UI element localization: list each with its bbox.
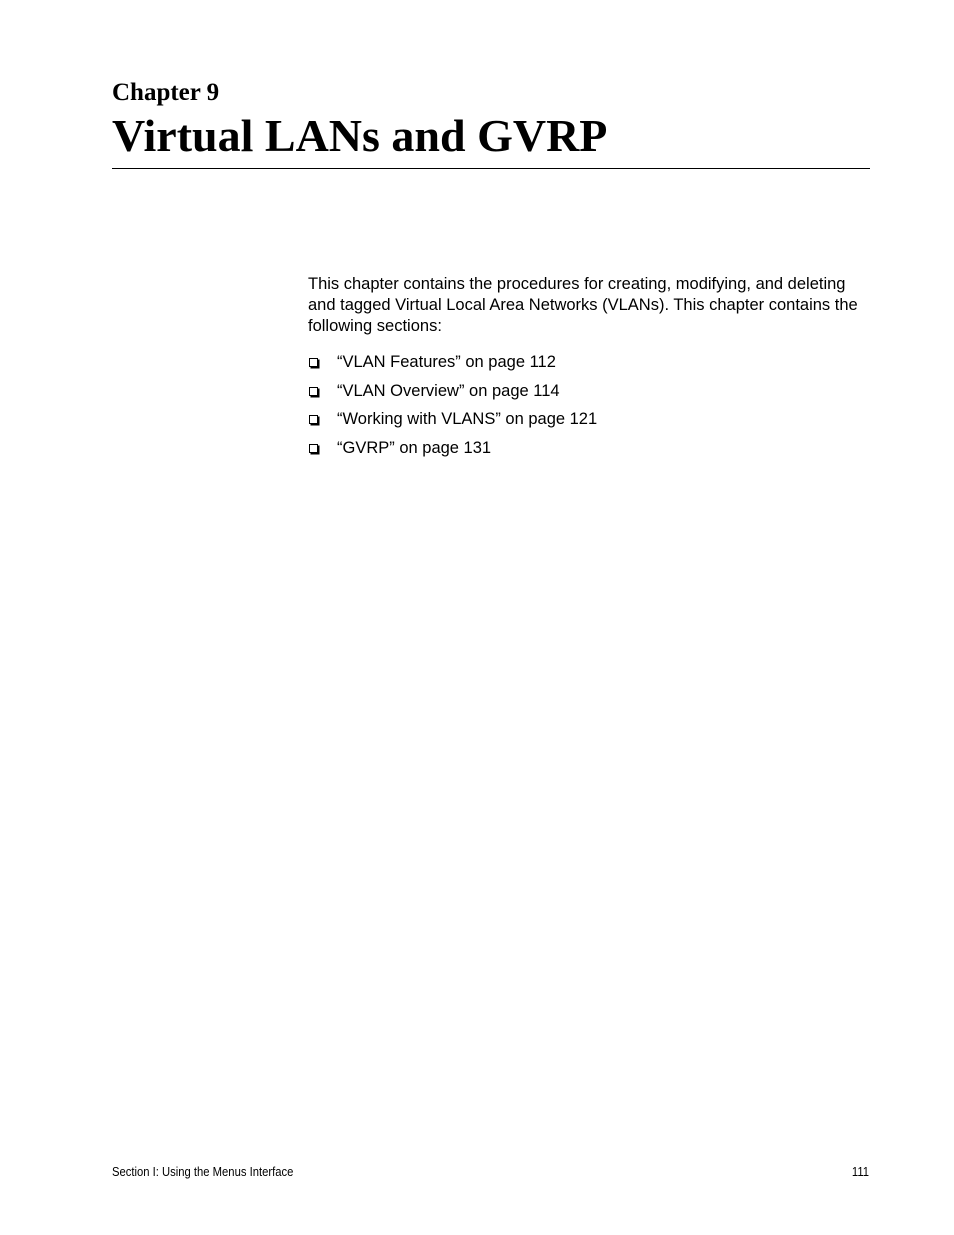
list-item[interactable] [308, 438, 597, 467]
title-divider [112, 168, 870, 169]
list-item[interactable] [308, 409, 597, 438]
section-link[interactable]: “VLAN Features” on page 112 [337, 353, 556, 371]
section-link[interactable]: “GVRP” on page 131 [337, 438, 492, 457]
list-item[interactable] [308, 381, 597, 410]
checkbox-bullet-icon [309, 358, 318, 367]
intro-paragraph: This chapter contains the procedures for creating, modifying, and deleting and tagged Virtual Local Area Networks (VLANs). This chapter contains the following sections: [308, 275, 858, 335]
section-link[interactable]: “Working with VLANS” on page 121 [337, 410, 598, 428]
footer-page-number: 111 [851, 1165, 869, 1179]
list-item[interactable] [308, 352, 597, 381]
checkbox-bullet-icon [309, 415, 318, 424]
footer-section-name: Section I: Using the Menus Interface [112, 1165, 294, 1179]
chapter-title: Virtual LANs and GVRP [112, 110, 608, 161]
chapter-label: Chapter 9 [112, 79, 220, 106]
checkbox-bullet-icon [309, 444, 318, 453]
section-list [308, 352, 597, 466]
section-link[interactable]: “VLAN Overview” on page 114 [337, 381, 560, 400]
checkbox-bullet-icon [309, 387, 318, 396]
